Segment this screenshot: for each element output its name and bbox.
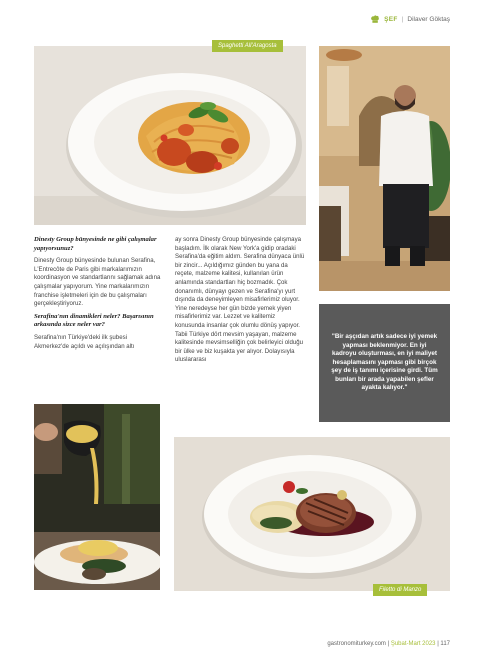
page-number: 117 (440, 641, 450, 647)
chef-photo (319, 46, 450, 291)
photo-caption-spaghetti: Spaghetti All'Aragosta (212, 40, 283, 52)
article-column-1 (34, 236, 162, 355)
article-column-2 (175, 236, 306, 369)
footer-issue-period: Şubat-Mart 2023 (390, 641, 436, 647)
interview-question: Serafina'nın dinamikleri neler? Başarısının arkasında sizce neler var? (34, 312, 154, 329)
sauce-pouring-photo (34, 404, 160, 590)
pull-quote (319, 304, 450, 422)
page-footer (327, 641, 450, 647)
page-header (370, 14, 450, 24)
section-label: ŞEF (384, 15, 398, 23)
photo-caption-filetto: Filetto di Manzo (373, 584, 427, 596)
footer-separator: | (437, 641, 439, 647)
chef-hat-icon (370, 14, 380, 24)
interview-question: Dinesty Group bünyesinde ne gibi çalışmalar yapıyorsunuz? (34, 236, 157, 252)
article-paragraph: ay sonra Dinesty Group bünyesinde çalışmaya başladım. İlk olarak New York'a gidip oradaki Serafina'da eğitim aldım. Serafina dünyaca ünlü bir zincir... Açıldığımız günden bu yana da reçete, malzeme kalitesi, kullanılan ürün anlamında standartları hiç bozmadık. Çok donanımlı, dünyayı gezen ve Serafina'yı yurt dışında da deneyimleyen misafirlerimiz oluyor. Yine neredeyse her gün bizde yemek yiyen misafirlerimiz var. Lezzet ve kalitemiz konusunda insanlar çok olumlu dönüş yapıyor. Tabii Türkiye dört mevsim yaşayan, malzeme kalitesinde mevsimselliğin çok belirleyici olduğu bir ülke ve biz kuşakta yer alıyor. Dolayısıyla uluslararası (175, 236, 305, 364)
spaghetti-photo (34, 46, 306, 225)
filetto-photo (174, 437, 450, 591)
author-name: Dilaver Göktaş (407, 15, 450, 23)
footer-separator: | (387, 641, 390, 647)
interview-answer: Dinesty Group bünyesinde bulunan Serafina, L'Entrecôte de Paris gibi markalarımızın koordinasyon ve standartlarını sağlamak adına çalışmalar yapıyorum. Yine markalarımızın franchise işletmeleri için de bu çalışmaları gerçekleştiriyoruz. (34, 257, 161, 308)
footer-website: gastronomiturkey.com (327, 641, 386, 647)
header-separator: | (401, 15, 404, 23)
interview-answer: Serafina'nın Türkiye'deki ilk şubesi Akmerkez'de açıldı ve açılışından altı (34, 333, 135, 350)
pull-quote-text: "Bir aşçıdan artık sadece iyi yemek yapması beklenmiyor. En iyi kadroyu oluşturması, en iyi maliyet hesaplamasını yapması gibi birçok şey de iş tanımı içerisine girdi. Tüm bunları bir arada yapabilen şefler ayakta kalıyor." (331, 332, 438, 392)
